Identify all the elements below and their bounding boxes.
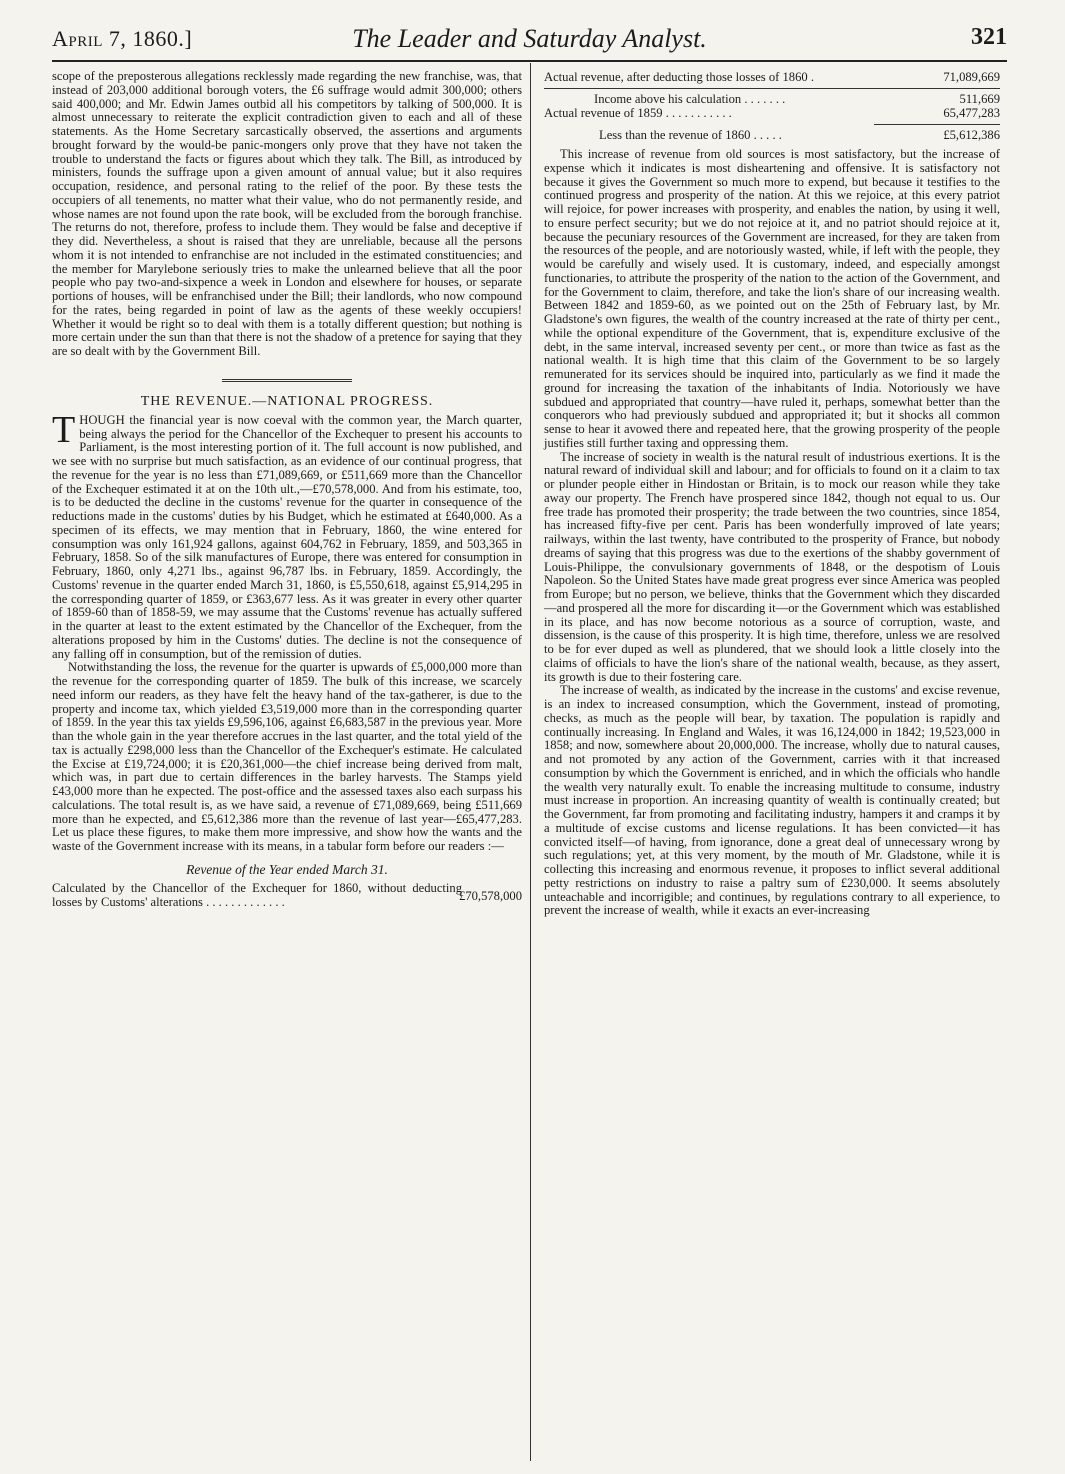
article-paragraph: This increase of revenue from old sources is most satisfactory, but the increase of expense which it indicates is most disheartening and offensive. It is satisfactory not because it gives the Government so much more to expend, but because it testifies to the continued progress and prosperity of the nation. At this we rejoice, at this every patriot will rejoice, for power increases with prosperity, and enables the nation, by using it well, to ensure perfect security; but we do not rejoice at it, and no patriot should rejoice at it, because the pecuniary resources of the Government are increased, for they are taken from the resources of the people, and are notoriously wasted, while, if left with the people, they would be carefully and wisely used. It is customary, indeed, and especially amongst functionaries, to attribute the prosperity of the nation to the action of the Government, and for the Government to claim, therefore, and take the lion's share of our increasing wealth. Between 1842 and 1859-60, as we pointed out on the 25th of February last, by Mr. Gladstone's own figures, the wealth of the country increased at the rate of thirty per cent., while the optional expenditure of the Government, that is, expenditure exclusive of the debt, in the same interval, increased seventy per cent., or more than twice as fast as the national wealth. It is high time that this claim of the Government to be so largely remunerated for its services should be inquired into, particularly as we find it made the ground for increasing the taxation of the inhabitants of India. Notoriously we have subdued and appropriated that country—have ruled it, perhaps, somewhat better than the conquerors who had previously subdued and appropriated it; but it shocks all common sense to hear it avowed there and repeated here, that the growing prosperity of the people justifies still further taxing and oppressing them. xyxy=(544,147,1000,450)
publication-title: The Leader and Saturday Analyst. xyxy=(352,24,707,53)
header-rule xyxy=(52,60,1007,62)
section-title: THE REVENUE.—NATIONAL PROGRESS. xyxy=(140,393,434,409)
revenue-table-row xyxy=(544,92,1000,106)
revenue-table-row xyxy=(52,881,522,911)
article-paragraph: The increase of wealth, as indicated by the increase in the customs' and excise revenue, is an index to increased consumption, which the Government, instead of promoting, checks, as much as the people will bear, by taxation. The population is rapidly and continually increasing. In England and Wales, it was 16,124,000 in 1842; 19,523,000 in 1858; and now, somewhere about 20,000,000. The increase, wholly due to natural causes, and not promoted by any action of the Government, carries with it that increased consumption by which the Government is enriched, and in which the officials who handle the wealth very naturally exult. To enable the increasing multitude to consume, industry must increase in proportion. An increasing quantity of wealth is continually created; but the Government, far from promoting and facilitating industry, hampers it and cramps it by a multitude of excise customs and license regulations. It has been convicted—it has convicted itself—of having, from ignorance, done a great deal of unnecessary wrong by such regulations; yet, at this very moment, by the mouth of Mr. Gladstone, while it is collecting this increasing and enormous revenue, it proposes to inflict several additional petty restrictions on industry to raise a paltry sum of £230,000. It seems absolutely unteachable and incorrigible; and continues, by regulations contrary to all experience, to prevent the increase of wealth, while it exacts an ever-increasing xyxy=(544,683,1000,918)
drop-cap: T xyxy=(52,408,76,451)
reform-bill-paragraph: scope of the preposterous allegations recklessly made regarding the new franchise, was, that instead of 203,000 additional borough voters, the £6 suffrage would admit 300,000; others said 400,000; and Mr. Edwin James outbid all his competitors by talking of 500,000. It is almost unnecessary to reiterate the explicit contradiction given to each and all of these statements. As the Home Secretary sarcastically observed, the assertions and arguments brought forward by the would-be panic-mongers only prove that they have not taken the trouble to understand the facts or figures about which they talk. The Bill, as introduced by ministers, founds the suffrage upon a given amount of annual value; but it also requires occupation, residence, and personal rating to the relief of the poor. By these tests the occupiers of all tenements, no matter what their value, who do not permanently reside, and whose names are not found upon the rate book, will be excluded from the borough franchise. The returns do not, therefore, profess to include them. They would be false and deceptive if they did. Nevertheless, a shout is raised that they are unreliable, because all the persons whom it is not intended to enfranchise are not included in the estimated constituencies; and the member for Marylebone seriously tries to make the unlearned believe that all the poor people who pay two-and-sixpence a week in London and elsewhere for houses, or separate portions of houses, will be enfranchised under the Bill; their landlords, who now compound for the rates, being regarded in point of law as the agents of these weekly occupiers! Whether it would be right so to deal with them is a totally different question; but nothing is more certain under the sun than that there is not the shadow of a pretence for saying that they are so dealt with by the Government Bill. xyxy=(52,69,522,358)
revenue-table-row xyxy=(544,70,1000,84)
revenue-table-value: 65,477,283 xyxy=(943,106,1000,120)
section-divider xyxy=(222,379,352,384)
issue-date: April 7, 1860.] xyxy=(52,26,193,51)
revenue-table-value: £70,578,000 xyxy=(459,888,522,903)
table-rule xyxy=(544,88,1000,89)
page-header xyxy=(52,16,1007,62)
revenue-paragraph-1 xyxy=(52,408,522,662)
column-divider xyxy=(530,63,531,1461)
revenue-table-row xyxy=(544,128,1000,142)
revenue-table-value: 71,089,669 xyxy=(943,70,1000,84)
revenue-table-title: Revenue of the Year ended March 31. xyxy=(186,861,388,877)
revenue-table-label: Income above his calculation . . . . . . . xyxy=(594,92,786,106)
revenue-table-row xyxy=(544,106,1000,120)
revenue-table-label: Actual revenue of 1859 . . . . . . . . . . . xyxy=(544,106,732,120)
right-column xyxy=(544,70,1000,918)
revenue-table-label: Calculated by the Chancellor of the Exchequer for 1860, without deducting losses by Customs' alterations . . . . . . . . . . . . . xyxy=(52,880,462,909)
revenue-table-label: Actual revenue, after deducting those losses of 1860 . xyxy=(544,70,814,84)
table-rule xyxy=(874,124,1000,125)
revenue-table-value: £5,612,386 xyxy=(943,128,1000,142)
page-number: 321 xyxy=(971,24,1007,50)
revenue-table-label: Less than the revenue of 1860 . . . . . xyxy=(599,128,782,142)
left-column xyxy=(52,70,522,911)
revenue-paragraph-1-text: HOUGH the financial year is now coeval with the common year, the March quarter, being always the period for the Chancellor of the Exchequer to present his accounts to Parliament, is the most interesting portion of it. The full account is now published, and we see with no surprise but much satisfaction, as an evidence of our continual progress, that the revenue for the year is no less than £71,089,669, or £511,669 more than the Chancellor of the Exchequer estimated it at on the 10th ult.,—£70,578,000. And from his estimate, too, is to be deducted the decline in the customs' revenue for the quarter in consequence of the reductions made in the customs' duties by his Budget, which he estimated at £640,000. As a specimen of its effects, we may mention that in February, 1860, the wine entered for consumption was only 161,924 gallons, against 604,762 in February, 1859, and 503,365 in February, 1858. So of the silk manufactures of Europe, there was entered for consumption in February, 1860, only 4,271 lbs., against 96,787 lbs. in February, 1859. Accordingly, the Customs' revenue in the quarter ended March 31, 1860, is £5,550,618, against £5,914,295 in the corresponding quarter of 1859, or £363,677 less. As it was greater in every other quarter of 1859-60 than of 1858-59, we may assume that the Customs' revenue has actually suffered in the quarter at least to the extent estimated by the Chancellor of the Exchequer, from the alterations proposed by him in the Customs' duties. The decline is not the consequence of any falling off in consumption, but of the remission of duties. xyxy=(52,412,522,661)
article-paragraph: The increase of society in wealth is the natural result of industrious exertions. It is the natural reward of individual skill and labour; and for officials to found on it a claim to tax or plunder people either in Hindostan or Britain, is to mock our reason while they take away our property. The French have prospered since 1842, though not equal to us. Our free trade has promoted their prosperity; the trade between the two countries, since 1854, has increased fifty-five per cent. Paris has been wonderfully improved of late years; railways, within the last twenty, have contributed to the prosperity of France, but nobody dreams of saying that this progress was due to the exertions of the shabby government of Louis-Philippe, the convulsionary governments of 1848, or the despotism of Louis Napoleon. So the United States have made great progress ever since America was peopled from Europe; but no person, we believe, thinks that the Government which they discarded—and prospered all the more for discarding it—or the Government which was established in its place, and has now become notorious as a source of corruption, waste, and dissension, is the cause of this prosperity. It is high time, therefore, unless we are resolved to be for ever duped as well as plundered, that we should look a little closely into the claims of officials to have the lion's share of the national wealth, because, as they assert, its growth is due to their fostering care. xyxy=(544,449,1000,684)
revenue-table-value: 511,669 xyxy=(959,92,1000,106)
revenue-paragraph-2: Notwithstanding the loss, the revenue for the quarter is upwards of £5,000,000 more than the revenue for the corresponding quarter of 1859. The bulk of this increase, we scarcely need inform our readers, as they have felt the heavy hand of the tax-gatherer, is due to the property and income tax, which yielded £3,519,000 more than in the corresponding quarter of 1859. In the year this tax yields £9,596,106, against £6,683,587 in the previous year. More than the whole gain in the year therefore accrues in the last quarter, and the total yield of the tax is actually £298,000 less than the Chancellor of the Exchequer's estimate. He calculated the Excise at £19,724,000; it is £20,361,000—the chief increase being derived from malt, which was, in part due to certain differences in the barley harvests. The Stamps yield £43,000 more than he expected. The post-office and the assessed taxes also each surpass his calculations. The total result is, as we have said, a revenue of £71,089,669, being £511,669 more than he expected, and £5,612,386 more than the revenue of last year—£65,477,283. Let us place these figures, to make them more impressive, and show how the wants and the waste of the Government increase with its means, in a tabular form before our readers :— xyxy=(52,660,522,853)
